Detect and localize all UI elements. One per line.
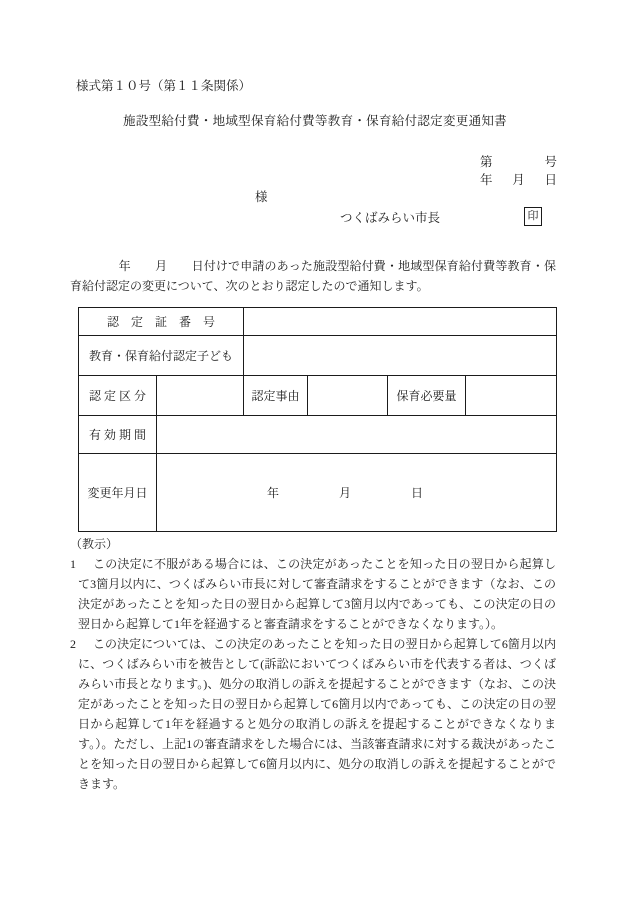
addressee-honorific: 様 bbox=[255, 190, 268, 204]
form-number: 様式第１０号（第１１条関係） bbox=[76, 79, 252, 93]
category-value-cell bbox=[157, 376, 244, 416]
seal-mark: 印 bbox=[524, 207, 542, 226]
change-date-year: 年 bbox=[267, 486, 280, 500]
cert-number-label-cell: 認 定 証 番 号 bbox=[79, 308, 244, 336]
issue-date-month: 月 bbox=[512, 173, 525, 187]
instruction-item-2-text: この決定については、この決定のあったことを知った日の翌日から起算して6箇月以内に、つくばみらい市を被告として(訴訟においてつくばみらい市を代表する者は、つくばみらい市長となります。)、処分の取消しの訴えを提起することができます（なお、この決定があったことを知った日の翌日から起算して6箇月以内であっても、この決定の日の翌日から起算して1年を経過すると処分の取消しの訴えを提起することができなくなります。）。ただし、上記1の審査請求をした場合には、当該審査請求に対する裁決があったことを知った日の翌日から起算して6箇月以内に、処分の取消しの訴えを提起することができます。 bbox=[78, 637, 556, 791]
cert-number-value-cell bbox=[244, 308, 557, 336]
instruction-item-1-number: 1 bbox=[70, 557, 76, 571]
issue-number-line bbox=[480, 155, 557, 170]
instruction-item-2-number: 2 bbox=[70, 637, 76, 651]
instructions-heading: （教示） bbox=[70, 537, 119, 551]
change-date-month: 月 bbox=[339, 486, 352, 500]
intro-paragraph: 年 月 日付けで申請のあった施設型給付費・地域型保育給付費等教育・保育給付認定の変更について、次のとおり認定したので通知します。 bbox=[70, 259, 556, 293]
care-need-value-cell bbox=[466, 376, 557, 416]
instruction-item-1 bbox=[70, 554, 556, 634]
child-value-cell bbox=[244, 336, 557, 376]
issue-date-year: 年 bbox=[480, 173, 493, 187]
change-date-value-cell bbox=[157, 454, 557, 532]
change-date-day: 日 bbox=[411, 486, 424, 500]
reason-value-cell bbox=[308, 376, 388, 416]
child-label-cell: 教育・保育給付認定子ども bbox=[79, 336, 244, 376]
change-date-label-cell: 変更年月日 bbox=[79, 454, 157, 532]
issue-date-line bbox=[480, 173, 557, 188]
issue-date-day: 日 bbox=[544, 173, 557, 187]
instruction-item-1-text: この決定に不服がある場合には、この決定があったことを知った日の翌日から起算して3箇月以内に、つくばみらい市長に対して審査請求をすることができます（なお、この決定があったことを知った日の翌日から起算して3箇月以内であっても、この決定の日の翌日から起算して1年を経過すると審査請求をすることができなくなります。）。 bbox=[78, 557, 556, 631]
certification-table bbox=[78, 307, 557, 532]
issue-number-suffix: 号 bbox=[544, 155, 557, 169]
issue-number-prefix: 第 bbox=[480, 155, 493, 169]
care-need-label-cell: 保育必要量 bbox=[388, 376, 466, 416]
validity-value-cell bbox=[157, 416, 557, 454]
document-title: 施設型給付費・地域型保育給付費等教育・保育給付認定変更通知書 bbox=[122, 114, 507, 128]
category-label-cell: 認 定 区 分 bbox=[79, 376, 157, 416]
instruction-item-2 bbox=[70, 634, 556, 794]
instructions-section bbox=[70, 534, 556, 794]
issuer-name: つくばみらい市長 bbox=[340, 211, 441, 225]
reason-label-cell: 認定事由 bbox=[244, 376, 308, 416]
validity-label-cell: 有 効 期 間 bbox=[79, 416, 157, 454]
change-date-value bbox=[157, 484, 556, 501]
